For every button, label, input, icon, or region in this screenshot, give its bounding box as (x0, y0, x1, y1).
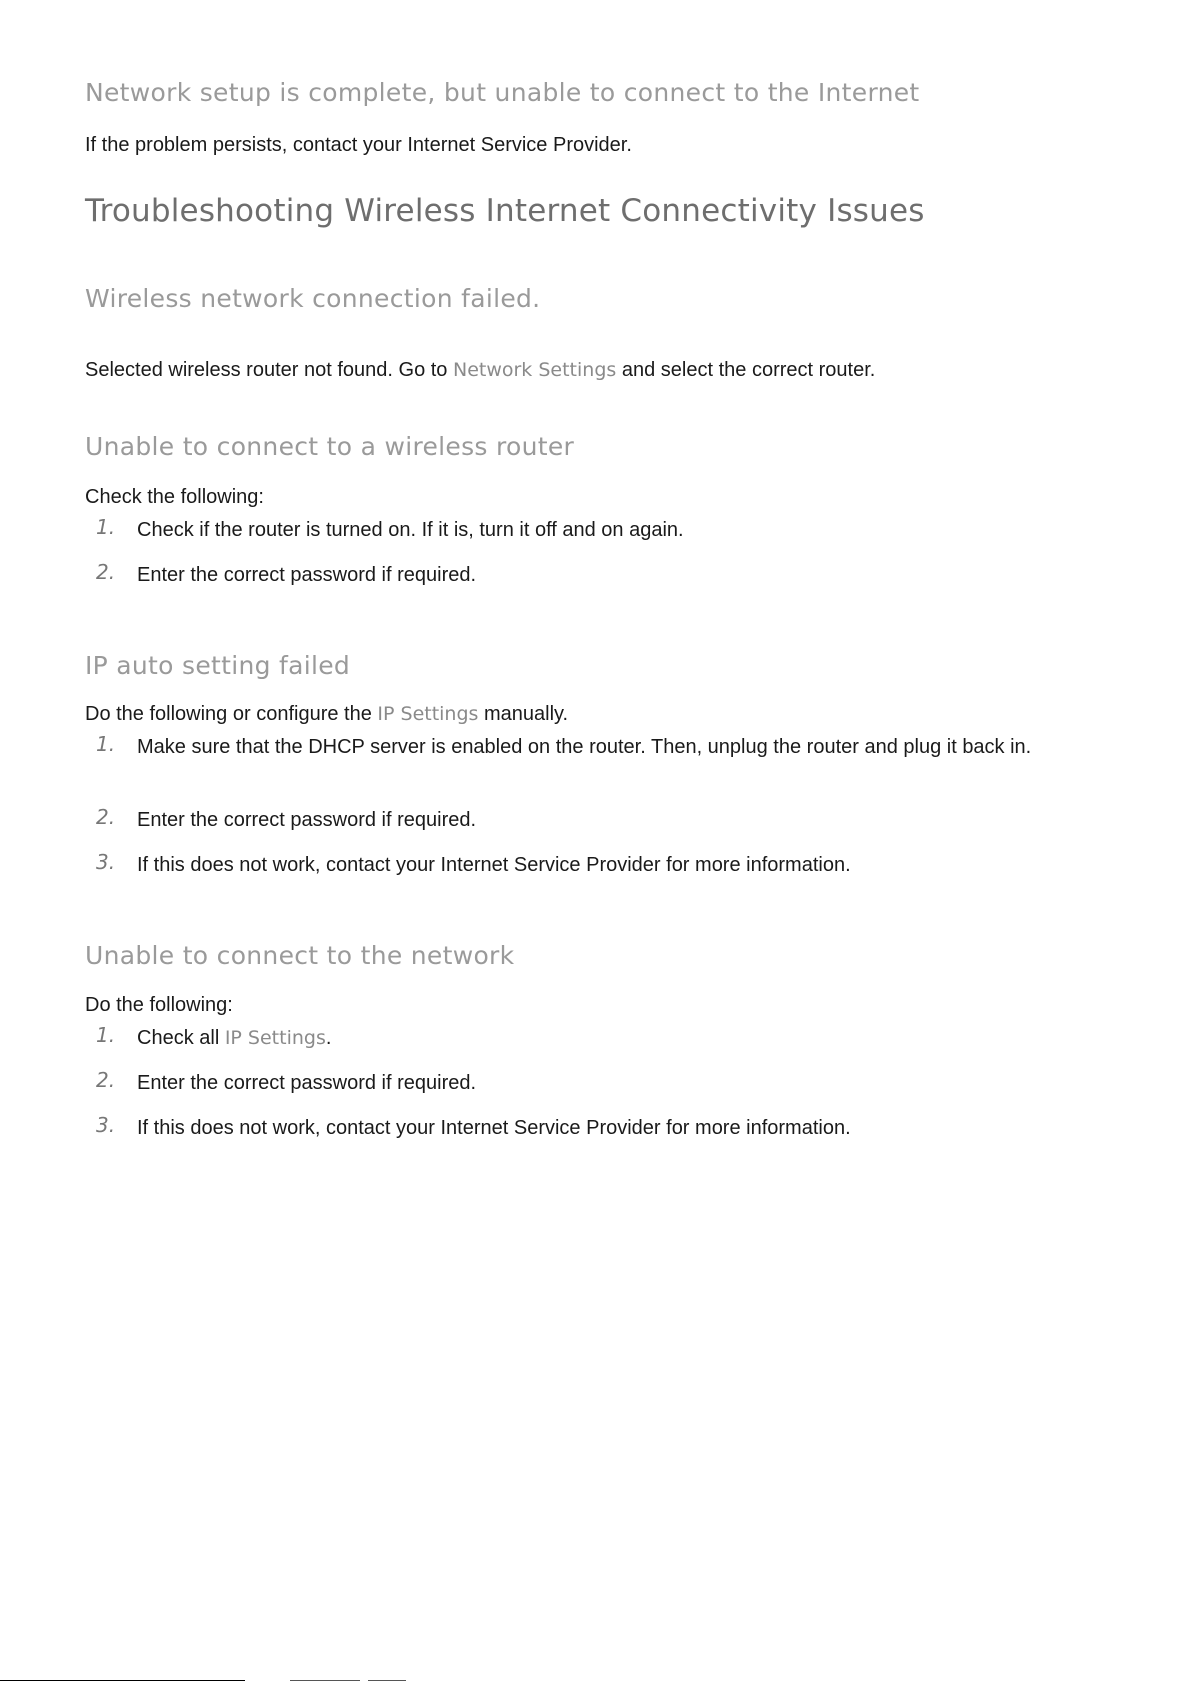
section-heading-network-unreachable: Unable to connect to the network (85, 941, 515, 970)
text-segment: manually. (478, 703, 569, 725)
list-number: 2. (96, 805, 116, 829)
section-text-setup-complete: If the problem persists, contact your Internet Service Provider. (85, 134, 632, 156)
list-number: 1. (96, 515, 116, 539)
list-item-text: Enter the correct password if required. (137, 1072, 477, 1094)
section-intro (85, 703, 568, 726)
section-intro: Do the following: (85, 994, 233, 1016)
list-item-text: If this does not work, contact your Internet Service Provider for more information. (137, 854, 851, 876)
list-number: 2. (96, 1068, 116, 1092)
text-segment: and select the correct router. (616, 359, 876, 381)
list-item-text: If this does not work, contact your Internet Service Provider for more information. (137, 1117, 851, 1139)
section-text-wireless-failed (85, 359, 875, 382)
list-number: 3. (96, 850, 116, 874)
menu-reference-ip-settings: IP Settings (224, 1027, 326, 1049)
text-segment: Do the following or configure the (85, 703, 378, 725)
section-heading-setup-complete: Network setup is complete, but unable to connect to the Internet (85, 78, 920, 107)
menu-reference-network-settings: Network Settings (452, 359, 617, 381)
list-item-text: Check if the router is turned on. If it is, turn it off and on again. (137, 519, 684, 541)
list-number: 1. (96, 1023, 116, 1047)
menu-reference-ip-settings: IP Settings (377, 703, 479, 725)
list-item-text: Enter the correct password if required. (137, 809, 477, 831)
section-heading-wireless-failed: Wireless network connection failed. (85, 284, 541, 313)
text-segment: Check all (137, 1027, 225, 1049)
page-title: Troubleshooting Wireless Internet Connectivity Issues (85, 193, 925, 229)
text-segment: Selected wireless router not found. Go to (85, 359, 453, 381)
list-number: 2. (96, 560, 116, 584)
list-number: 3. (96, 1113, 116, 1137)
footer-rule (0, 1680, 245, 1681)
section-heading-ip-auto-failed: IP auto setting failed (85, 651, 351, 680)
section-heading-router-unreachable: Unable to connect to a wireless router (85, 432, 575, 461)
text-segment: . (325, 1027, 332, 1049)
footer-mark (368, 1680, 406, 1681)
footer-mark (290, 1680, 360, 1681)
list-item-text: Enter the correct password if required. (137, 564, 477, 586)
list-number: 1. (96, 732, 116, 756)
section-intro: Check the following: (85, 486, 264, 508)
list-item-text (137, 1023, 1127, 1053)
list-item-text: Make sure that the DHCP server is enabled on the router. Then, unplug the router and plug it back in. (137, 736, 1032, 758)
